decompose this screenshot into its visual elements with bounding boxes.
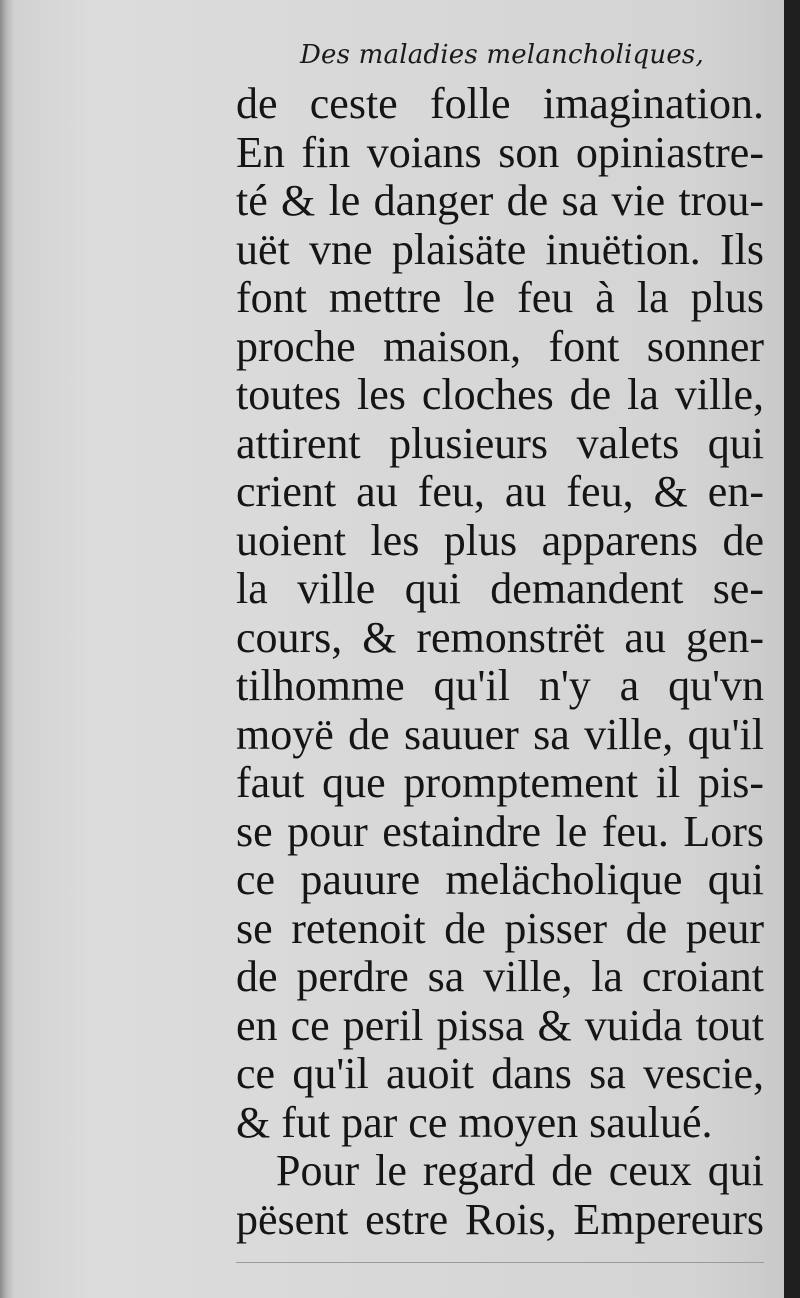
text-line: proche maison, font sonner bbox=[236, 321, 764, 371]
text-line: faut que promptement il pis- bbox=[236, 758, 764, 807]
text-line: en ce peril pissa & vuida tout bbox=[236, 1000, 764, 1050]
body-text bbox=[236, 80, 764, 1244]
text-line: se pour estaindre le feu. Lors bbox=[236, 806, 764, 856]
text-line: En fin voians son opiniastre- bbox=[236, 127, 764, 177]
page-bottom-edge bbox=[236, 1262, 764, 1263]
text-line: Pour le regard de ceux qui bbox=[276, 1146, 764, 1195]
text-line: toutes les cloches de la ville, bbox=[236, 370, 764, 419]
text-line: pësent estre Rois, Empereurs bbox=[236, 1194, 764, 1244]
page-gutter-shadow bbox=[0, 0, 14, 1298]
text-line: ce pauure melächolique qui bbox=[236, 855, 764, 904]
text-line: de ceste folle imagination. bbox=[236, 79, 764, 128]
text-line: se retenoit de pisser de peur bbox=[236, 903, 764, 953]
text-line: & fut par ce moyen saulué. bbox=[236, 1097, 713, 1147]
running-head: Des maladies melancholiques, bbox=[300, 40, 704, 70]
text-line: uoient les plus apparens de bbox=[236, 515, 764, 565]
text-line: ce qu'il auoit dans sa vescie, bbox=[236, 1049, 764, 1098]
text-line: la ville qui demandent se- bbox=[236, 564, 764, 613]
text-line: cours, & remonstrët au gen- bbox=[236, 612, 764, 662]
text-line: attirent plusieurs valets qui bbox=[236, 418, 764, 468]
text-line: té & le danger de sa vie trou- bbox=[236, 176, 764, 225]
text-line: de perdre sa ville, la croiant bbox=[236, 952, 764, 1001]
text-line: crient au feu, au feu, & en- bbox=[236, 467, 764, 516]
text-line: font mettre le feu à la plus bbox=[236, 273, 764, 322]
text-line: tilhomme qu'il n'y a qu'vn bbox=[236, 661, 764, 710]
text-line: uët vne plaisäte inuëtion. Ils bbox=[236, 224, 764, 274]
text-line: moyë de sauuer sa ville, qu'il bbox=[236, 709, 764, 759]
